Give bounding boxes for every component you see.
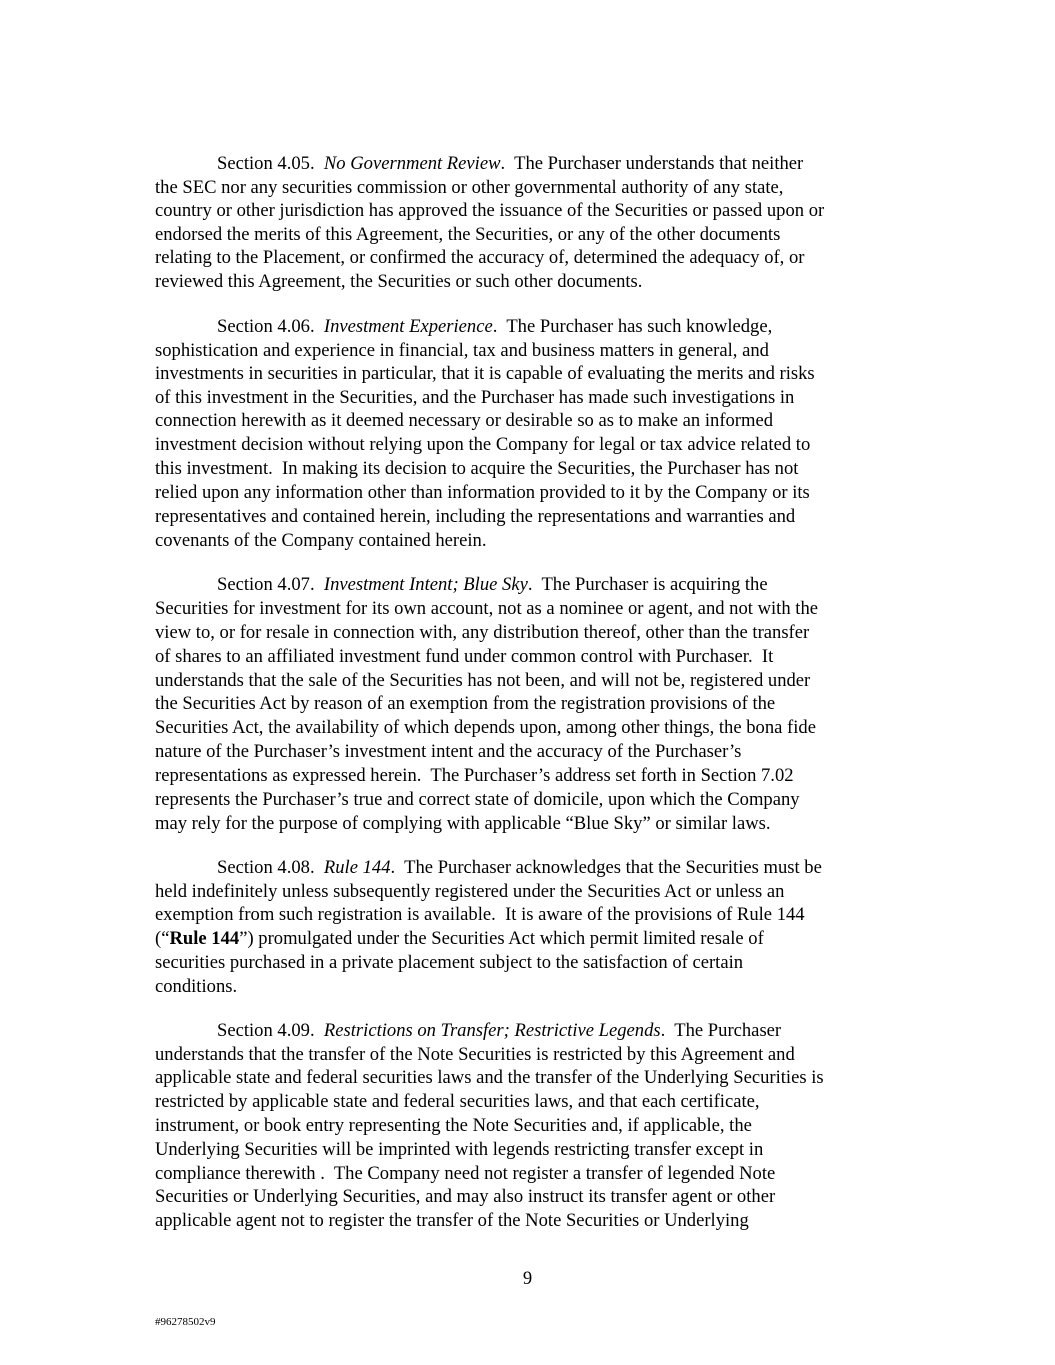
text-line: connection herewith as it deemed necessary or desirable so as to make an informed bbox=[155, 410, 774, 431]
section-number: Section 4.07. bbox=[217, 574, 315, 595]
text-line: securities purchased in a private placement subject to the satisfaction of certain bbox=[155, 952, 744, 973]
text-line: of this investment in the Securities, and the Purchaser has made such investigations in bbox=[155, 387, 795, 408]
text-line: endorsed the merits of this Agreement, the Securities, or any of the other documents bbox=[155, 224, 781, 245]
section-4-06-heading-line bbox=[217, 315, 772, 339]
text-line: Securities or Underlying Securities, and may also instruct its transfer agent or other bbox=[155, 1186, 776, 1207]
text-line: . The Purchaser understands that neither bbox=[500, 153, 804, 174]
text-line: applicable state and federal securities laws and the transfer of the Underlying Securities is bbox=[155, 1067, 824, 1088]
text-line: instrument, or book entry representing the Note Securities and, if applicable, the bbox=[155, 1115, 752, 1136]
text-line: . The Purchaser bbox=[660, 1020, 782, 1041]
text-line: compliance therewith . The Company need not register a transfer of legended Note bbox=[155, 1163, 776, 1184]
section-number: Section 4.05. bbox=[217, 153, 315, 174]
section-title: Restrictions on Transfer; Restrictive Legends bbox=[323, 1020, 661, 1041]
text-line: understands that the transfer of the Note Securities is restricted by this Agreement and bbox=[155, 1044, 795, 1065]
section-title: Rule 144 bbox=[323, 857, 391, 878]
text-line: . The Purchaser is acquiring the bbox=[527, 574, 768, 595]
close-quote-text: ”) promulgated under the Securities Act which permit limited resale of bbox=[239, 928, 764, 949]
section-number: Section 4.06. bbox=[217, 316, 315, 337]
text-line: reviewed this Agreement, the Securities or such other documents. bbox=[155, 271, 643, 292]
text-line: . The Purchaser has such knowledge, bbox=[492, 316, 773, 337]
text-line: representatives and contained herein, including the representations and warranties and bbox=[155, 506, 796, 527]
text-line: covenants of the Company contained herein. bbox=[155, 530, 487, 551]
section-number: Section 4.09. bbox=[217, 1020, 315, 1041]
open-quote: (“ bbox=[155, 928, 170, 949]
section-number: Section 4.08. bbox=[217, 857, 315, 878]
text-line: conditions. bbox=[155, 976, 238, 997]
text-line: applicable agent not to register the transfer of the Note Securities or Underlying bbox=[155, 1210, 749, 1231]
text-line: this investment. In making its decision to acquire the Securities, the Purchaser has not bbox=[155, 458, 799, 479]
defined-term-line bbox=[155, 927, 764, 951]
text-line: the Securities Act by reason of an exemption from the registration provisions of the bbox=[155, 693, 776, 714]
text-line: relied upon any information other than information provided to it by the Company or its bbox=[155, 482, 810, 503]
text-line: nature of the Purchaser’s investment intent and the accuracy of the Purchaser’s bbox=[155, 741, 742, 762]
text-line: of shares to an affiliated investment fund under common control with Purchaser. It bbox=[155, 646, 774, 667]
page-number: 9 bbox=[522, 1268, 533, 1289]
section-title: Investment Experience bbox=[323, 316, 493, 337]
text-line: investments in securities in particular, that it is capable of evaluating the merits and risks bbox=[155, 363, 815, 384]
text-line: view to, or for resale in connection with, any distribution thereof, other than the transfer bbox=[155, 622, 810, 643]
section-4-08-heading-line bbox=[217, 856, 822, 880]
defined-term: Rule 144 bbox=[169, 928, 240, 949]
section-title: Investment Intent; Blue Sky bbox=[323, 574, 528, 595]
text-line: the SEC nor any securities commission or other governmental authority of any state, bbox=[155, 177, 784, 198]
section-4-09-heading-line bbox=[217, 1019, 781, 1043]
text-line: country or other jurisdiction has approved the issuance of the Securities or passed upon or bbox=[155, 200, 825, 221]
text-line: represents the Purchaser’s true and correct state of domicile, upon which the Company bbox=[155, 789, 800, 810]
text-line: sophistication and experience in financial, tax and business matters in general, and bbox=[155, 340, 769, 361]
text-line: restricted by applicable state and federal securities laws, and that each certificate, bbox=[155, 1091, 760, 1112]
text-line: Underlying Securities will be imprinted with legends restricting transfer except in bbox=[155, 1139, 764, 1160]
section-4-05-heading-line bbox=[217, 152, 803, 176]
text-line: may rely for the purpose of complying with applicable “Blue Sky” or similar laws. bbox=[155, 813, 771, 834]
document-id: #96278502v9 bbox=[155, 1316, 216, 1328]
text-line: relating to the Placement, or confirmed the accuracy of, determined the adequacy of, or bbox=[155, 247, 805, 268]
text-line: investment decision without relying upon the Company for legal or tax advice related to bbox=[155, 434, 811, 455]
text-line: representations as expressed herein. The Purchaser’s address set forth in Section 7.02 bbox=[155, 765, 794, 786]
text-line: held indefinitely unless subsequently registered under the Securities Act or unless an bbox=[155, 881, 785, 902]
text-line: . The Purchaser acknowledges that the Securities must be bbox=[390, 857, 822, 878]
section-4-07-heading-line bbox=[217, 573, 768, 597]
section-title: No Government Review bbox=[323, 153, 501, 174]
text-line: Securities Act, the availability of which depends upon, among other things, the bona fide bbox=[155, 717, 816, 738]
text-line: Securities for investment for its own account, not as a nominee or agent, and not with the bbox=[155, 598, 819, 619]
text-line: understands that the sale of the Securities has not been, and will not be, registered under bbox=[155, 670, 811, 691]
text-line: exemption from such registration is available. It is aware of the provisions of Rule 144 bbox=[155, 904, 805, 925]
